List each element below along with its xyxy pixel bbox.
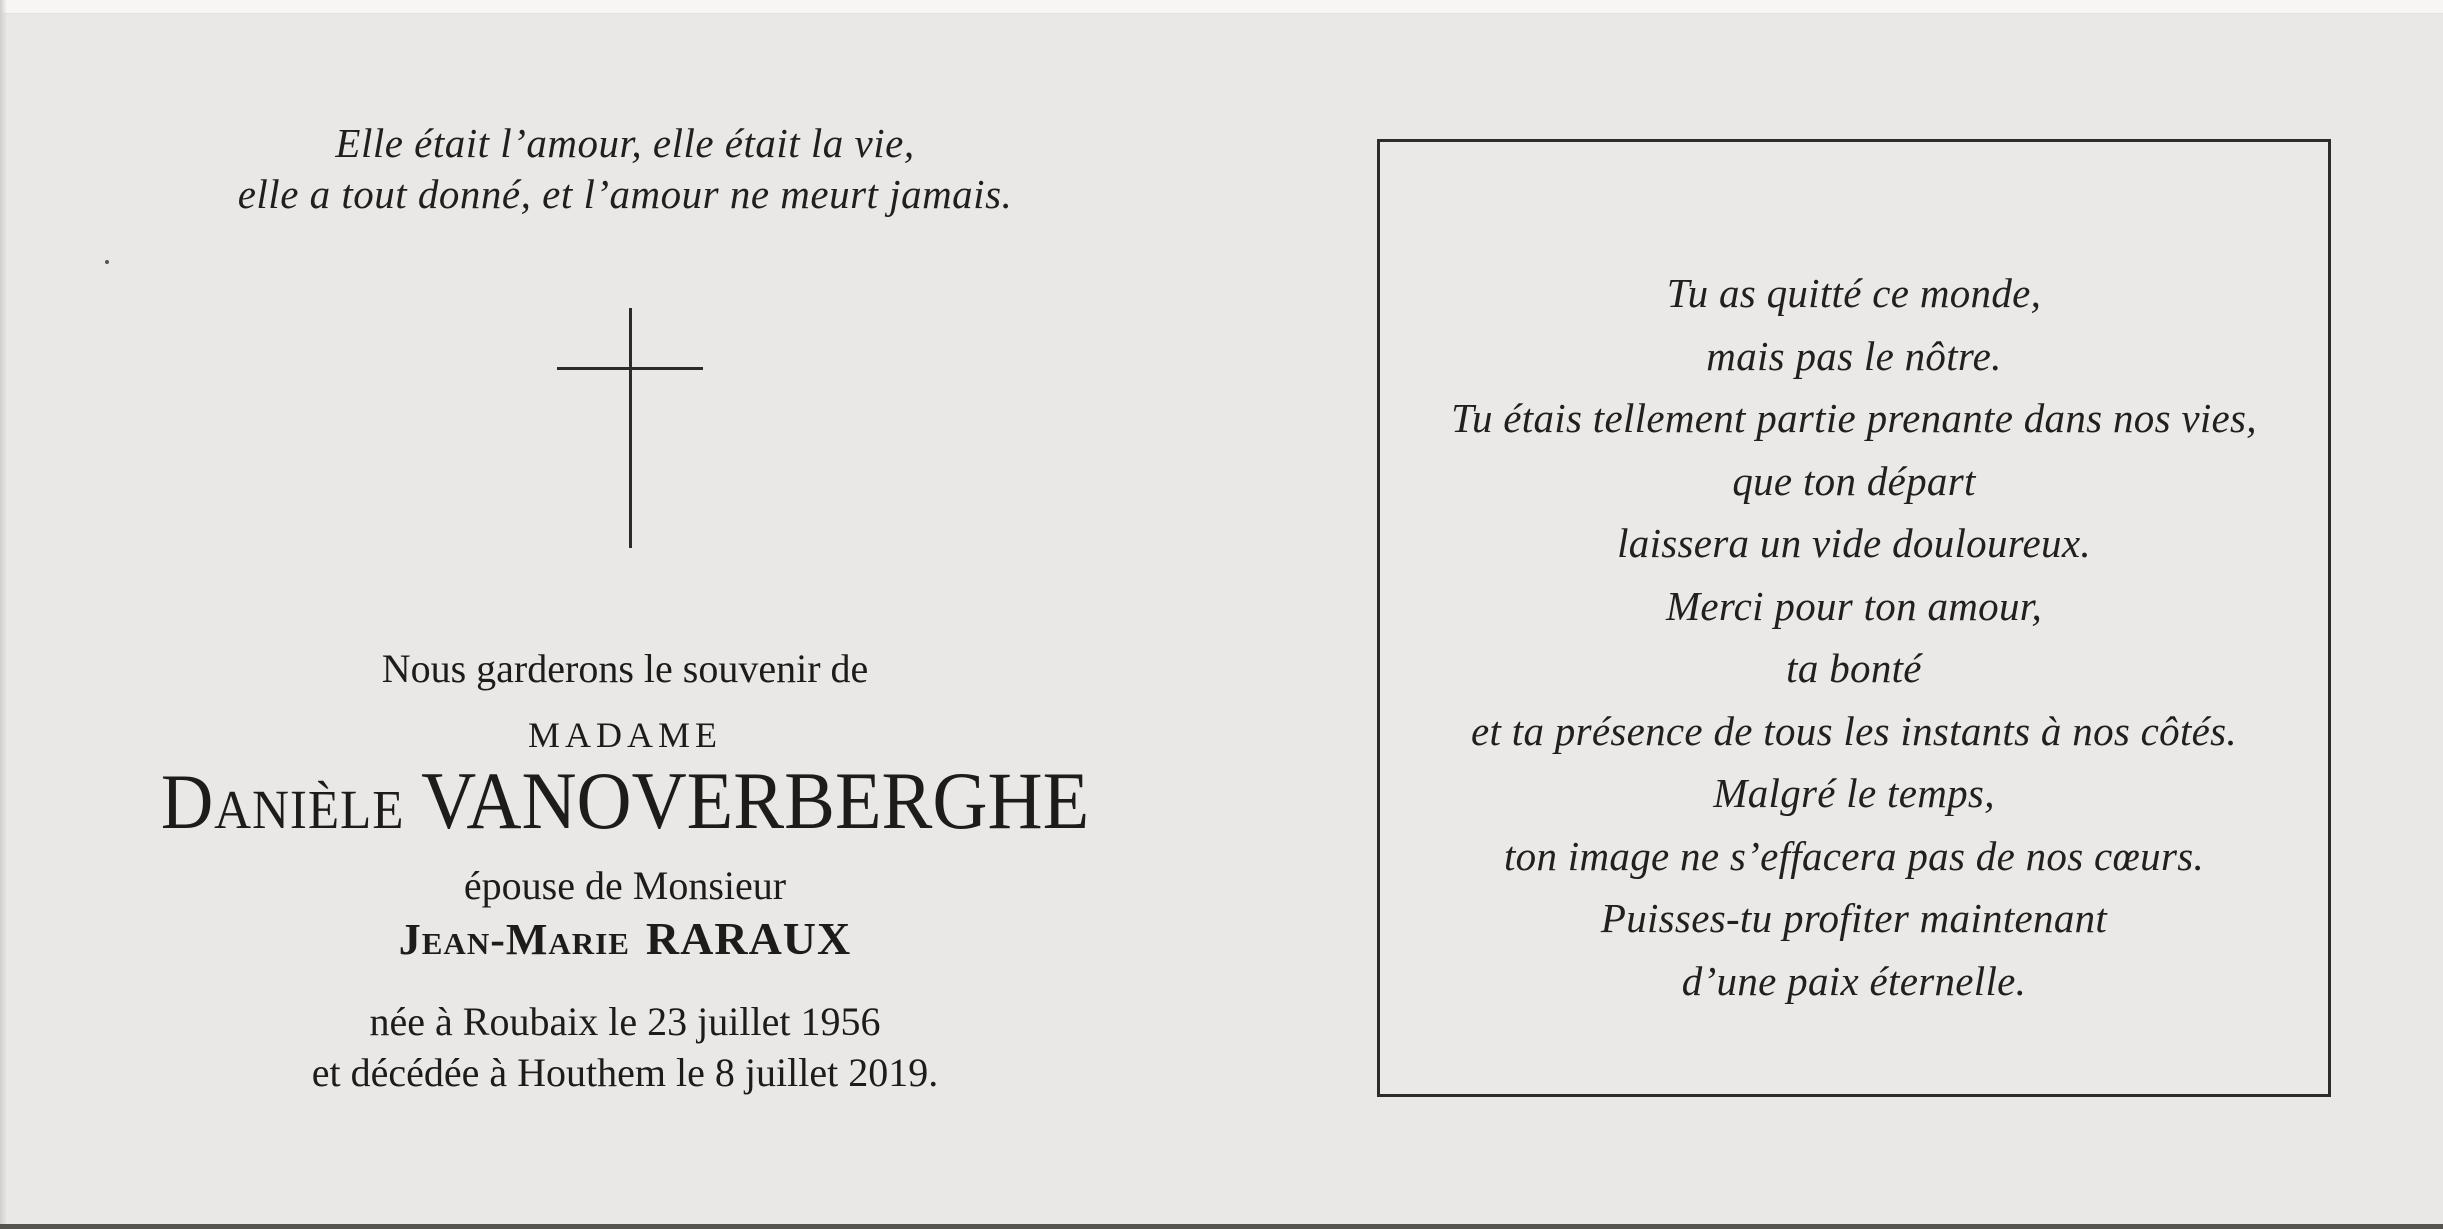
spouse-last-name: RARAUX — [645, 913, 852, 964]
poem-line: Merci pour ton amour, — [1665, 582, 2043, 629]
epigraph — [0, 118, 1250, 220]
cross-horizontal-bar — [557, 367, 703, 370]
poem-line: ton image ne s’effacera pas de nos cœurs. — [1503, 832, 2205, 879]
poem-line: d’une paix éternelle. — [1681, 957, 2027, 1004]
poem-frame — [1377, 139, 2331, 1097]
epigraph-line-1: Elle était l’amour, elle était la vie, — [335, 120, 915, 166]
poem — [1380, 262, 2328, 1012]
epigraph-line-2: elle a tout donné, et l’amour ne meurt jamais. — [237, 171, 1013, 217]
poem-line: laissera un vide douloureux. — [1617, 520, 2091, 566]
poem-line: Malgré le temps, — [1713, 770, 1995, 816]
birth-line: née à Roubaix le 23 juillet 1956 — [369, 999, 881, 1044]
poem-line: ta bonté — [1786, 645, 1922, 691]
spouse-intro: épouse de Monsieur — [463, 863, 787, 908]
spouse-name — [0, 912, 1250, 965]
deceased-first-name: Danièle — [160, 758, 405, 845]
poem-line: et ta présence de tous les instants à nos côtés. — [1471, 707, 2237, 754]
poem-line: Tu étais tellement partie prenante dans nos vies, — [1451, 395, 2257, 441]
honorific-title: MADAME — [527, 715, 722, 755]
poem-line: Tu as quitté ce monde, — [1666, 270, 2042, 316]
deceased-last-name: VANOVERBERGHE — [421, 755, 1090, 846]
deceased-name — [44, 755, 1207, 846]
poem-line: mais pas le nôtre. — [1706, 332, 2002, 379]
poem-line: que ton départ — [1732, 457, 1976, 504]
death-line: et décédée à Houthem le 8 juillet 2019. — [311, 1050, 939, 1095]
remembrance-intro: Nous garderons le souvenir de — [381, 646, 869, 691]
spouse-first-name: Jean-Marie — [398, 915, 630, 964]
cross-vertical-bar — [629, 308, 632, 548]
poem-line: Puisses-tu profiter maintenant — [1600, 895, 2108, 941]
